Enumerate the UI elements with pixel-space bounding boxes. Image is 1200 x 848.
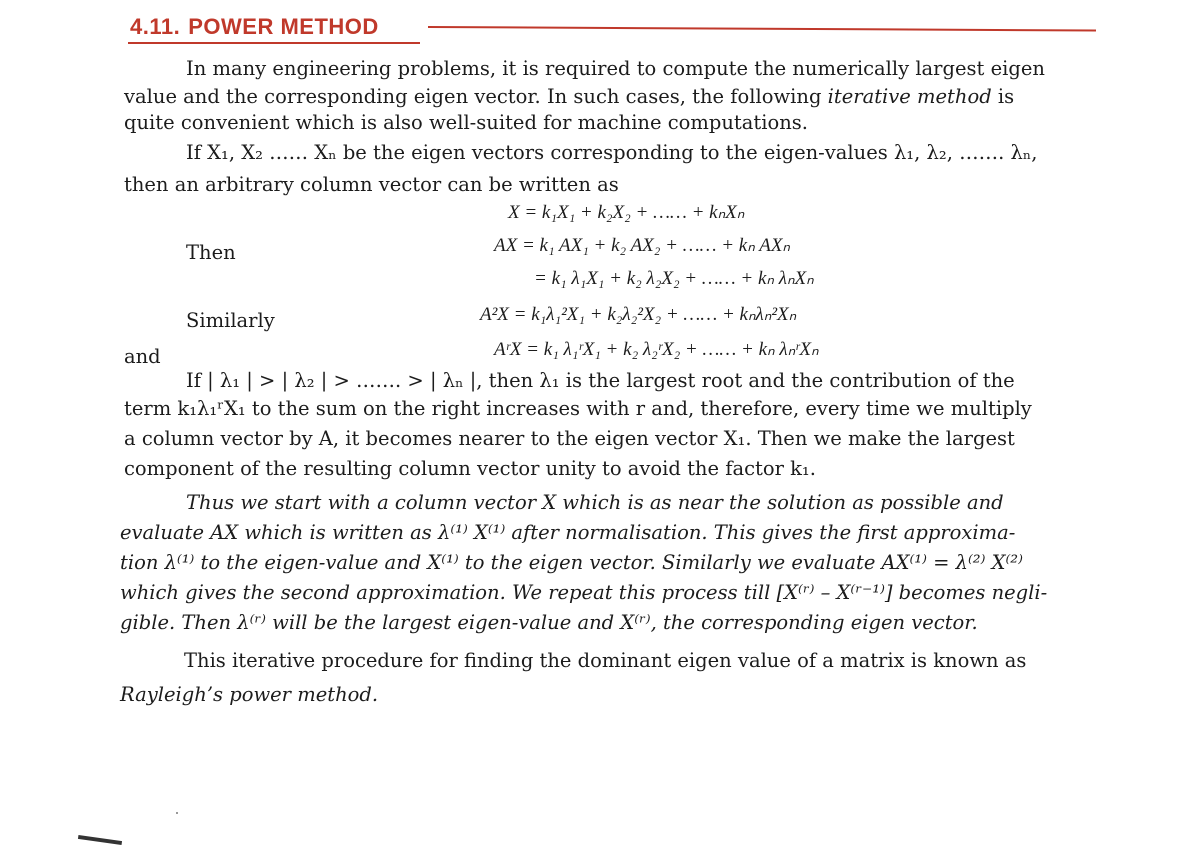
- equation-line: AX = k₁ AX₁ + k₂ AX₂ + …… + kₙ AXₙ: [494, 235, 791, 256]
- emphasis-text: iterative method: [827, 85, 992, 108]
- scan-mark: [78, 835, 122, 845]
- paragraph-line: term k₁λ₁ʳX₁ to the sum on the right increases with r and, therefore, every time we multiply: [124, 397, 1032, 420]
- section-number: 4.11.: [130, 14, 181, 39]
- paragraph-line: [124, 84, 1014, 110]
- equation-label-and: and: [124, 345, 161, 368]
- paragraph-line: If X₁, X₂ …… Xₙ be the eigen vectors corresponding to the eigen-values λ₁, λ₂, ……. λₙ,: [186, 141, 1038, 164]
- scan-speck: [176, 812, 178, 814]
- equation-line: = k₁ λ₁X₁ + k₂ λ₂X₂ + …… + kₙ λₙXₙ: [534, 268, 814, 289]
- paragraph-line: Thus we start with a column vector X which is as near the solution as possible and: [186, 491, 1004, 514]
- heading-underline: [128, 42, 420, 44]
- paragraph-line: In many engineering problems, it is required to compute the numerically largest eigen: [186, 57, 1045, 80]
- equation-label-then: Then: [186, 241, 236, 264]
- paragraph-line: Rayleigh’s power method.: [120, 683, 379, 706]
- equation-line: A²X = k₁λ₁²X₁ + k₂λ₂²X₂ + …… + kₙλₙ²Xₙ: [480, 304, 797, 325]
- paragraph-line: which gives the second approximation. We repeat this process till [X⁽ʳ⁾ – X⁽ʳ⁻¹⁾] becomes negli-: [120, 581, 1048, 604]
- paragraph-line: This iterative procedure for finding the dominant eigen value of a matrix is known as: [184, 649, 1027, 672]
- paragraph-line: If | λ₁ | > | λ₂ | > ……. > | λₙ |, then λ₁ is the largest root and the contribution of the: [186, 369, 1015, 392]
- paragraph-line: tion λ⁽¹⁾ to the eigen-value and X⁽¹⁾ to the eigen vector. Similarly we evaluate AX⁽¹⁾ = λ⁽²⁾ X⁽²⁾: [120, 551, 1023, 574]
- equation-label-similarly: Similarly: [186, 309, 275, 332]
- section-heading: [130, 14, 379, 40]
- heading-rule: [428, 26, 1096, 31]
- section-title: POWER METHOD: [188, 14, 379, 39]
- paragraph-line: a column vector by A, it becomes nearer to the eigen vector X₁. Then we make the largest: [124, 427, 1015, 450]
- paragraph-line: component of the resulting column vector unity to avoid the factor k₁.: [124, 457, 816, 480]
- paragraph-line: then an arbitrary column vector can be written as: [124, 173, 619, 196]
- equation-line: AʳX = k₁ λ₁ʳX₁ + k₂ λ₂ʳX₂ + …… + kₙ λₙʳXₙ: [494, 339, 819, 360]
- paragraph-line: quite convenient which is also well-suited for machine computations.: [124, 111, 808, 134]
- paragraph-line: gible. Then λ⁽ʳ⁾ will be the largest eigen-value and X⁽ʳ⁾, the corresponding eigen vector.: [120, 611, 978, 634]
- text-run: is: [991, 85, 1015, 108]
- equation-line: X = k₁X₁ + k₂X₂ + …… + kₙXₙ: [508, 202, 745, 223]
- text-run: value and the corresponding eigen vector. In such cases, the following: [124, 85, 828, 108]
- paragraph-line: evaluate AX which is written as λ⁽¹⁾ X⁽¹⁾ after normalisation. This gives the first approxima-: [120, 521, 1016, 544]
